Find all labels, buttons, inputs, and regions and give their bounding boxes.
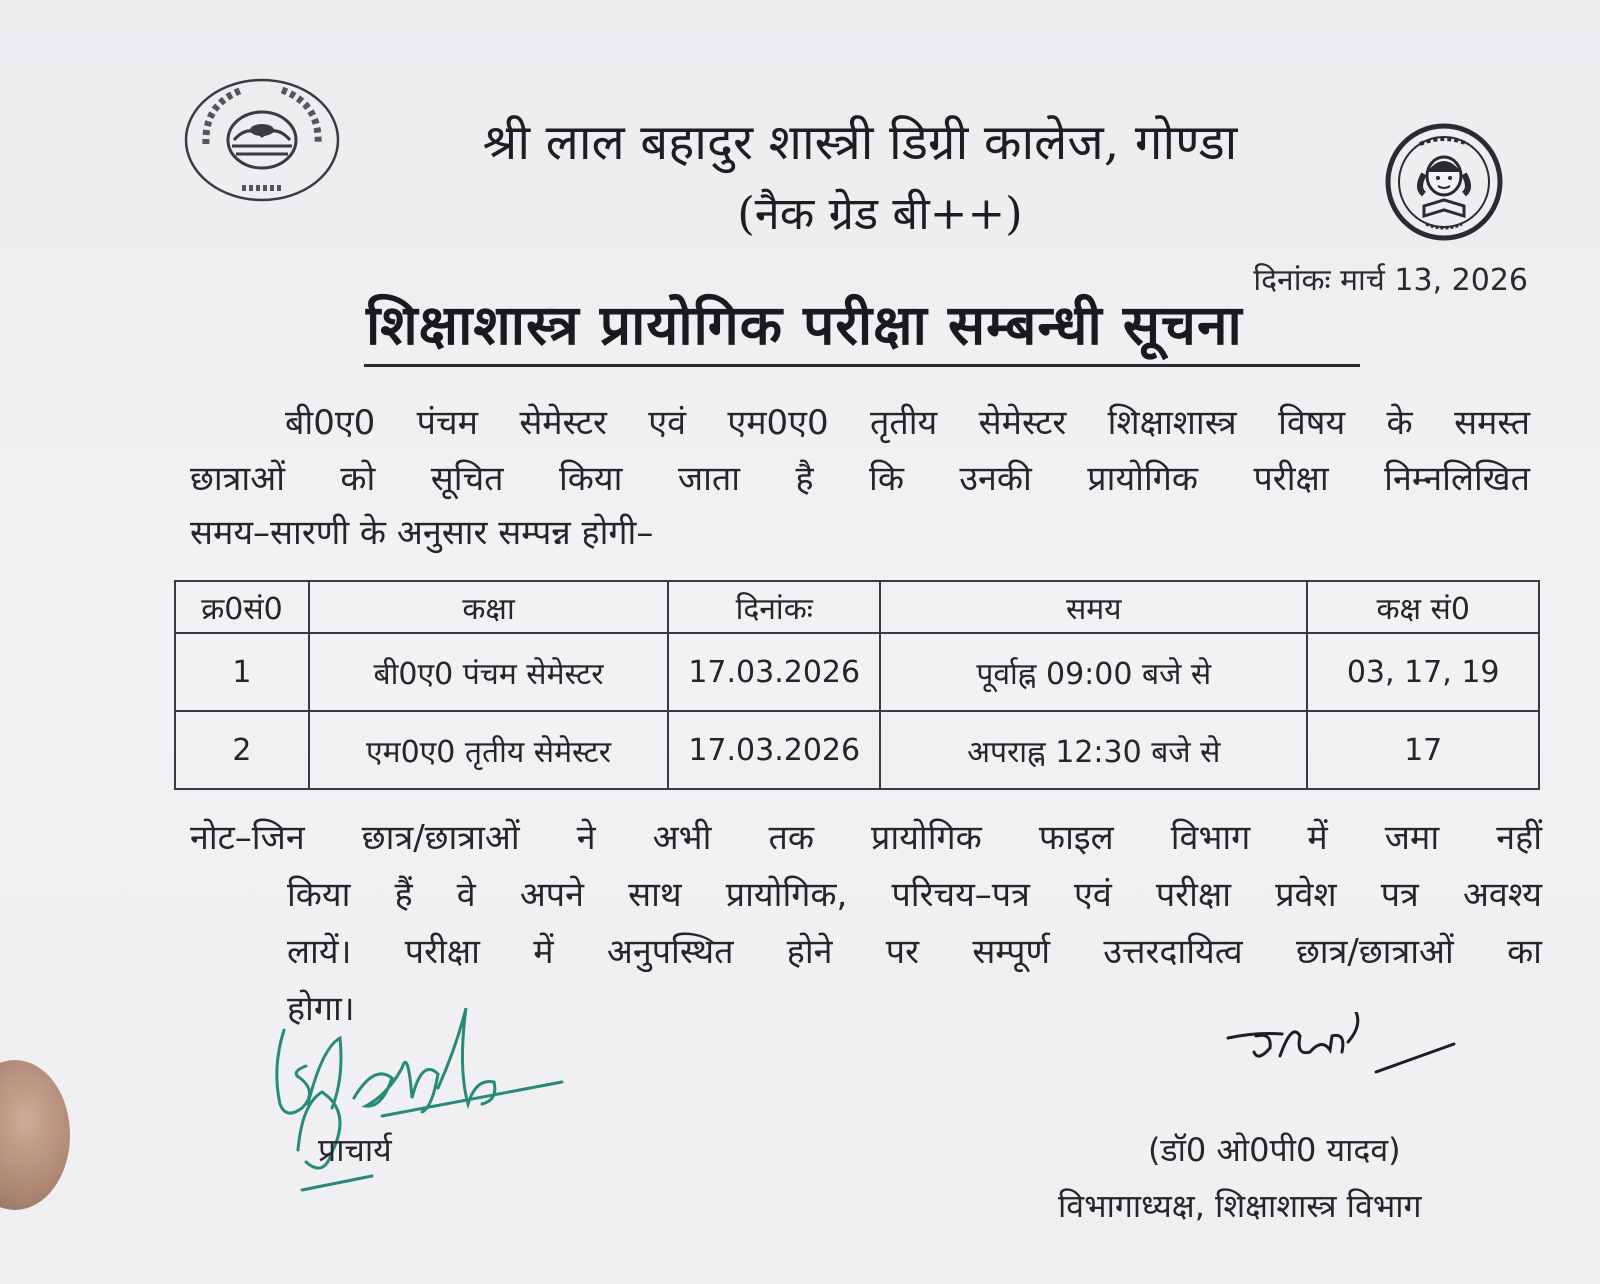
finger-edge	[0, 1060, 70, 1210]
cell-room: 17	[1307, 711, 1539, 789]
col-header-date: दिनांकः	[668, 581, 880, 633]
cell-room: 03, 17, 19	[1307, 633, 1539, 711]
college-name: श्री लाल बहादुर शास्त्री डिग्री कालेज, गोण्डा	[482, 114, 1238, 171]
col-header-time: समय	[880, 581, 1307, 633]
col-header-serial: क्र0सं0	[175, 581, 309, 633]
note-line-3: लायें। परीक्षा में अनुपस्थित होने पर सम्पूर्ण उत्तरदायित्व छात्र/छात्राओं का	[287, 932, 1542, 972]
note-block	[190, 810, 1542, 1038]
note-line-2: किया हैं वे अपने साथ प्रायोगिक, परिचय–पत्र एवं परीक्षा प्रवेश पत्र अवश्य	[287, 875, 1542, 915]
table-row	[175, 633, 1539, 711]
intro-line-3: समय–सारणी के अनुसार सम्पन्न होगी–	[190, 513, 654, 553]
cell-date: 17.03.2026	[668, 633, 880, 711]
principal-label: प्राचार्य	[318, 1131, 392, 1169]
note-line-1: नोट–जिन छात्र/छात्राओं ने अभी तक प्रायोगिक फाइल विभाग में जमा नहीं	[190, 818, 1542, 858]
principal-signature	[262, 1008, 592, 1198]
heading-underline	[364, 364, 1360, 367]
schedule-header-row	[175, 581, 1539, 633]
hod-name: (डॉ0 ओ0पी0 यादव)	[1148, 1131, 1401, 1169]
cell-class: एम0ए0 तृतीय सेमेस्टर	[309, 711, 668, 789]
notice-heading: शिक्षाशास्त्र प्रायोगिक परीक्षा सम्बन्धी सूचना	[366, 293, 1243, 357]
intro-line-1: बी0ए0 पंचम सेमेस्टर एवं एम0ए0 तृतीय सेमेस्टर शिक्षाशास्त्र विषय के समस्त	[285, 403, 1530, 443]
cell-serial: 2	[175, 711, 309, 789]
cell-serial: 1	[175, 633, 309, 711]
col-header-room: कक्ष सं0	[1307, 581, 1539, 633]
cell-time: अपराह्न 12:30 बजे से	[880, 711, 1307, 789]
hod-designation: विभागाध्यक्ष, शिक्षाशास्त्र विभाग	[1058, 1187, 1422, 1225]
table-row	[175, 711, 1539, 789]
cell-time: पूर्वाह्न 09:00 बजे से	[880, 633, 1307, 711]
col-header-class: कक्षा	[309, 581, 668, 633]
hod-signature	[1226, 1012, 1486, 1122]
intro-line-2: छात्राओं को सूचित किया जाता है कि उनकी प्रायोगिक परीक्षा निम्नलिखित	[190, 459, 1530, 499]
note-line-4: होगा।	[287, 989, 355, 1029]
cell-class: बी0ए0 पंचम सेमेस्टर	[309, 633, 668, 711]
naac-grade: (नैक ग्रेड बी++)	[737, 187, 1023, 240]
schedule-table	[174, 580, 1540, 790]
cell-date: 17.03.2026	[668, 711, 880, 789]
notice-date: दिनांकः मार्च 13, 2026	[1253, 263, 1528, 298]
